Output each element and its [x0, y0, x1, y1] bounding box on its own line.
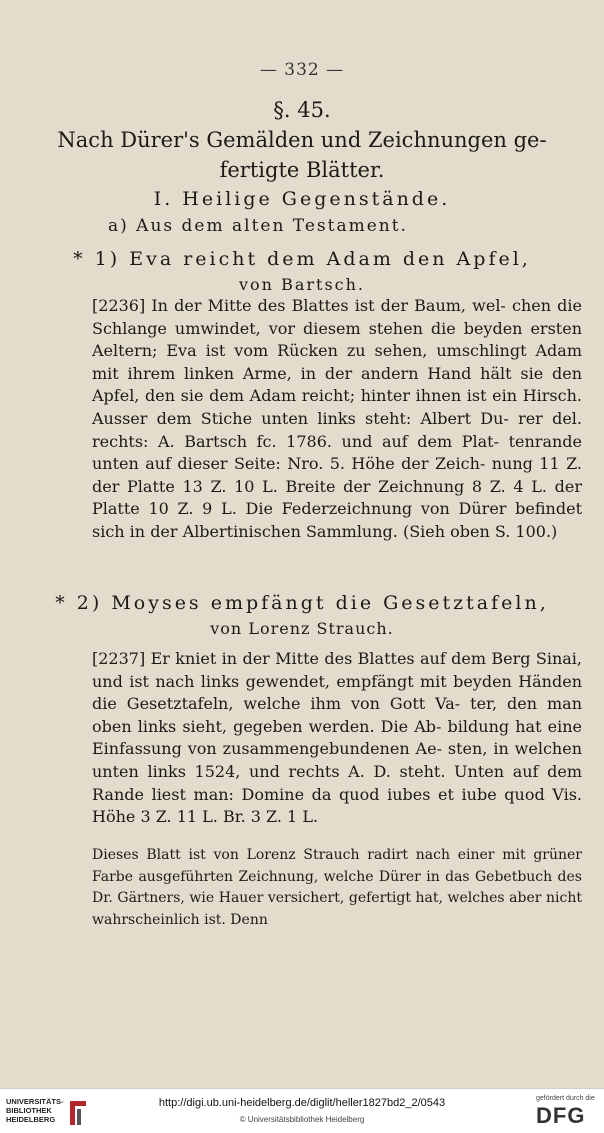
sub-subsection-heading: a) Aus dem alten Testament.	[108, 216, 408, 236]
section-number: §. 45.	[273, 98, 331, 122]
page-number: — 332 —	[259, 60, 345, 80]
subsection-heading: I. Heilige Gegenstände.	[153, 188, 451, 210]
entry-paragraph-1: [2236] In der Mitte des Blattes ist der Baum, wel- chen die Schlange umwindet, vor diesem stehen die beyden ersten Aeltern; Eva ist vom Rücken zu sehen, umschlingt Adam mit ihrem linken Arme, in der andern Hand hält sie den Apfel, den sie dem Adam reicht; hinter ihnen ist ein Hirsch. Ausser dem Stiche unten links steht: Albert Du- rer del. rechts: A. Bartsch fc. 1786. und auf dem Plat- tenrande unten auf dieser Seite: Nro. 5. Höhe der Zeich- nung 11 Z. der Platte 13 Z. 10 L. Breite der Zeichnung 8 Z. 4 L. der Platte 10 Z. 9 L. Die Federzeichnung von Dürer befindet sich in der Albertinischen Sammlung. (Sieh oben S. 100.)	[92, 296, 582, 541]
copyright-notice: © Universitätsbibliothek Heidelberg	[239, 1115, 365, 1124]
entry-title-1: * 1) Eva reicht dem Adam den Apfel,	[73, 248, 531, 270]
dfg-logo[interactable]: DFG	[536, 1103, 586, 1128]
library-logo[interactable]	[6, 1097, 66, 1124]
footnote-paragraph: Dieses Blatt ist von Lorenz Strauch radirt nach einer mit grüner Farbe ausgeführten Zeichnung, welche Dürer in das Gebetbuch des Dr. Gärtners, wie Hauer versichert, gefertigt hat, welches aber nicht wahrscheinlich ist. Denn	[92, 847, 582, 928]
library-logo-text: UNIVERSITÄTS-BIBLIOTHEK HEIDELBERG	[6, 1097, 64, 1124]
permalink-url[interactable]: http://digi.ub.uni-heidelberg.de/diglit/heller1827bd2_2/0543	[158, 1097, 446, 1109]
entry-paragraph-2: [2237] Er kniet in der Mitte des Blattes auf dem Berg Sinai, und ist nach links gewendet, empfängt mit beyden Händen die Gesetztafeln, welche ihm von Gott Va- ter, den man oben links sieht, gegeben werden. Die Ab- bildung hat eine Einfassung von zusammengebundenen Ae- sten, in welchen unten links 1524, und rechts A. D. steht. Unten auf dem Rande liest man: Domine da quod iubes et iube quod Vis. Höhe 3 Z. 11 L. Br. 3 Z. 1 L.	[92, 649, 582, 827]
library-emblem-icon	[66, 1099, 88, 1127]
chapter-heading-line2: fertigte Blätter.	[219, 158, 385, 182]
entry-author-2: von Lorenz Strauch.	[210, 619, 394, 638]
chapter-heading-line1: Nach Dürer's Gemälden und Zeichnungen ge-	[57, 128, 547, 152]
footer-bar	[0, 1088, 604, 1133]
entry-title-2: * 2) Moyses empfängt die Gesetztafeln,	[55, 592, 549, 614]
entry-author-1: von Bartsch.	[239, 275, 365, 294]
funding-label: gefördert durch die	[536, 1095, 595, 1102]
